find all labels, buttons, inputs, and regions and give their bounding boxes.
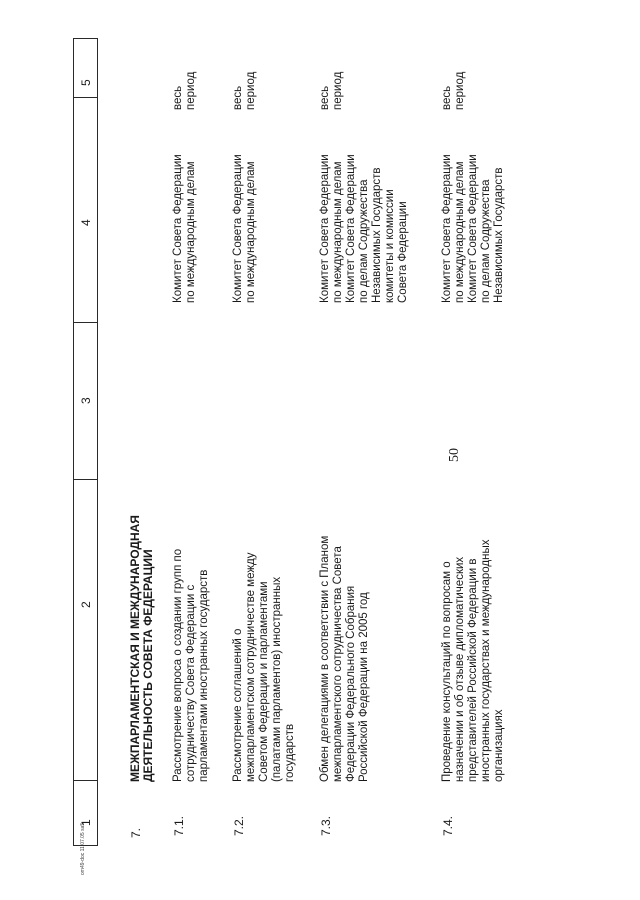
column-header-3: 3 [79, 397, 93, 404]
column-header-2: 2 [79, 601, 93, 608]
task-text-line: Рассмотрение вопроса о создании групп по [172, 548, 184, 782]
task-text-line: организациях [493, 709, 505, 782]
task-text-line: (палатами парламентов) иностранных [271, 576, 283, 782]
column-header-1: 1 [79, 819, 93, 826]
task-text-line: иностранных государствах и международных [480, 539, 492, 782]
responsible-text-line: Комитет Совета Федерации [232, 154, 244, 303]
task-text-line: сотрудничеству Совета Федерации с [185, 584, 197, 782]
term-text-line: период [332, 71, 344, 110]
header-row-left-border [73, 38, 74, 845]
footer-stamp: om49-doc 11.07.05 sa5 [80, 822, 86, 875]
responsible-text-line: комитеты и комиссии [384, 189, 396, 303]
term-text-line: весь [441, 85, 453, 110]
section-title-line: ДЕЯТЕЛЬНОСТЬ СОВЕТА ФЕДЕРАЦИИ [140, 549, 155, 782]
responsible-text-line: Независимых Государств [493, 167, 505, 303]
column-header-4: 4 [79, 219, 93, 226]
column-divider [73, 479, 98, 480]
row-number: 7.1. [172, 815, 186, 836]
task-text-line: Проведение консультаций по вопросам о [441, 561, 453, 782]
task-text-line: представителей Российской Федерации в [467, 558, 479, 782]
row-number: 7.2. [232, 815, 246, 836]
task-text-line: межпарламентском сотрудничестве между [245, 552, 257, 782]
row-number: 7.4. [441, 815, 455, 836]
task-text-line: Российской Федерации на 2005 год [358, 592, 370, 782]
task-text-line: Федерации Федерального Собрания [345, 585, 357, 782]
task-text-line: государств [284, 723, 296, 782]
term-text-line: период [454, 71, 466, 110]
responsible-text-line: Независимых Государств [371, 167, 383, 303]
task-text-line: парламентами иностранных государств [198, 569, 210, 782]
task-text-line: назначении и об отзыве дипломатических [454, 556, 466, 782]
responsible-text-line: по международным делам [454, 161, 466, 303]
responsible-text-line: Комитет Совета Федерации [172, 154, 184, 303]
task-text-line: Рассмотрение соглашений о [232, 628, 244, 782]
responsible-text-line: по делам Содружества [358, 179, 370, 303]
term-text-line: весь [319, 85, 331, 110]
responsible-text-line: по международным делам [185, 161, 197, 303]
column-divider [73, 322, 98, 323]
section-title-line: МЕЖПАРЛАМЕНТСКАЯ И МЕЖДУНАРОДНАЯ [128, 515, 142, 782]
responsible-text-line: Комитет Совета Федерации [319, 154, 331, 303]
task-text-line: Обмен делегациями в соответствии с Планом [319, 535, 331, 782]
table-top-border [73, 38, 98, 39]
responsible-text-line: Комитет Совета Федерации [345, 154, 357, 303]
responsible-text-line: по делам Содружества [480, 179, 492, 303]
responsible-text-line: Совета Федерации [397, 201, 409, 303]
responsible-text-line: Комитет Совета Федерации [467, 154, 479, 303]
responsible-text-line: по международным делам [332, 161, 344, 303]
column-header-5: 5 [79, 79, 93, 86]
term-text-line: весь [172, 85, 184, 110]
section-number: 7. [129, 827, 143, 838]
term-text-line: период [245, 71, 257, 110]
page-number: 50 [447, 448, 462, 462]
responsible-text-line: по международным делам [245, 161, 257, 303]
term-text-line: период [185, 71, 197, 110]
header-row-right-border [97, 38, 98, 845]
responsible-text-line: Комитет Совета Федерации [441, 154, 453, 303]
column-divider [73, 97, 98, 98]
column-divider [73, 780, 98, 781]
task-text-line: межпарламентского сотрудничества Совета [332, 546, 344, 782]
term-text-line: весь [232, 85, 244, 110]
row-number: 7.3. [319, 815, 333, 836]
task-text-line: Советом Федерации и парламентами [258, 581, 270, 782]
